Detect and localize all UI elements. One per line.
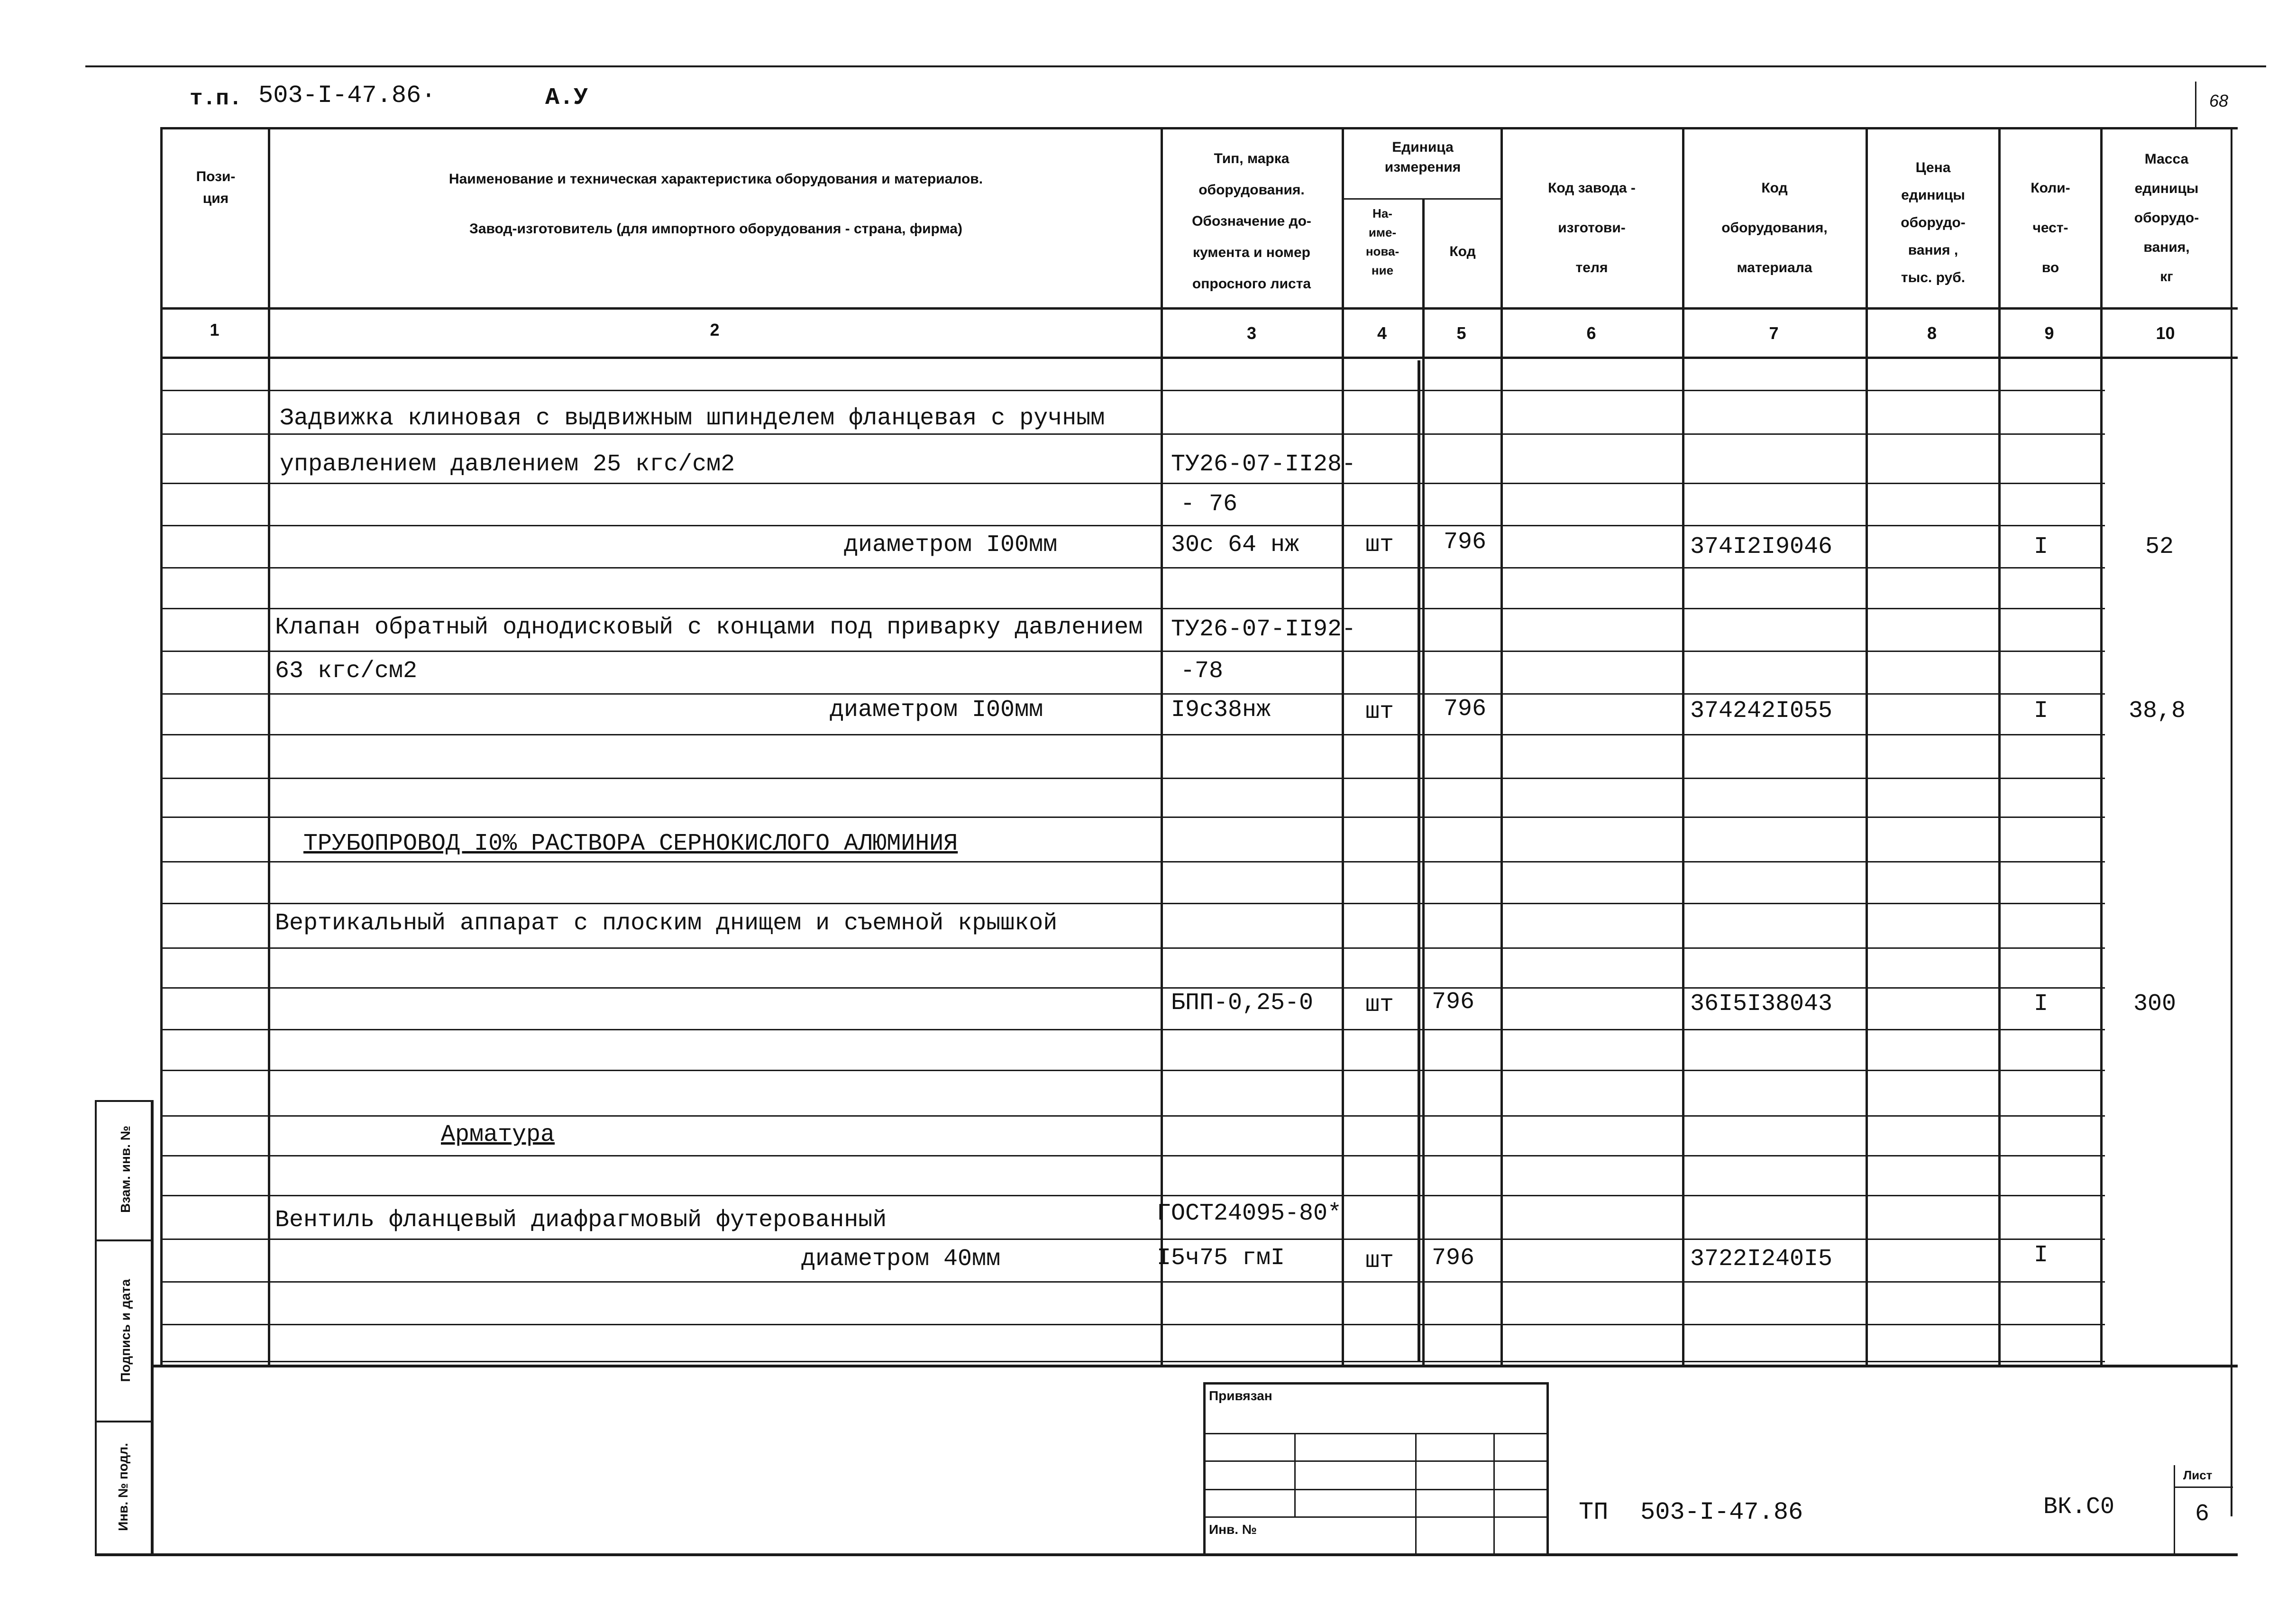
top-rule	[85, 65, 2266, 67]
col-unit-code-header: Код	[1449, 244, 1476, 259]
item-unit: шт	[1365, 532, 1394, 559]
item-name: Клапан обратный однодисковый с концами под приварку давлением	[275, 614, 1143, 641]
col-number: 1	[210, 320, 220, 339]
item-mass: 300	[2133, 991, 2177, 1018]
item-unit-code: 796	[1444, 696, 1487, 723]
item-name: 63 кгс/см2	[275, 658, 418, 685]
item-type: ГОСТ24095-80*	[1157, 1200, 1342, 1227]
item-name: Вентиль фланцевый диафрагмовый футерованный	[275, 1207, 887, 1234]
item-quantity: I	[2034, 533, 2049, 560]
col-number: 10	[2156, 323, 2175, 343]
item-name: диаметром I00мм	[844, 532, 1058, 559]
item-type: I9с38нж	[1171, 697, 1271, 724]
item-unit: шт	[1365, 1248, 1394, 1275]
item-name: Вертикальный аппарат с плоским днищем и съемной крышкой	[275, 910, 1058, 937]
col-type-header: Тип, марка оборудования. Обозначение до- кумента и номер опросного листа	[1192, 151, 1311, 292]
col-number: 7	[1769, 323, 1779, 343]
col-unit-header: Единица измерения	[1384, 139, 1461, 175]
item-quantity: I	[2034, 991, 2049, 1018]
item-name: диаметром I00мм	[830, 697, 1043, 724]
inv-no-label: Инв. №	[1209, 1522, 1257, 1537]
item-mass: 52	[2145, 533, 2174, 560]
col-number: 8	[1927, 323, 1937, 343]
page-mark: 68	[2209, 91, 2229, 110]
item-name: Задвижка клиновая с выдвижным шпинделем фланцевая с ручным	[280, 405, 1105, 432]
section-title: Арматура	[441, 1121, 555, 1148]
item-unit-code: 796	[1432, 1245, 1475, 1272]
item-name: диаметром 40мм	[801, 1246, 1001, 1273]
col-name-header-line2: Завод-изготовитель (для импортного оборудования - страна, фирма)	[469, 221, 962, 237]
tp-number: 503-I-47.86·	[258, 82, 436, 110]
col-position-header: Пози- ция	[196, 169, 236, 206]
col-number: 9	[2044, 323, 2054, 343]
doc-tp: ТП	[1579, 1498, 1609, 1526]
vzam-label: Взам. инв. №	[118, 1126, 133, 1213]
sheet-label: Лист	[2183, 1468, 2213, 1482]
col-number: 6	[1586, 323, 1596, 343]
col-number: 2	[710, 320, 720, 339]
doc-code: ВК.С0	[2043, 1494, 2115, 1521]
item-quantity: I	[2034, 697, 2049, 725]
item-equipment-code: 3722I240I5	[1690, 1246, 1833, 1273]
tp-label: т.п.	[190, 86, 242, 111]
item-unit: шт	[1365, 991, 1394, 1018]
col-number: 3	[1246, 323, 1257, 343]
col-factory-code-header: Код завода - изготови- теля	[1548, 180, 1636, 275]
item-unit-code: 796	[1444, 529, 1487, 556]
item-unit-code: 796	[1432, 989, 1475, 1016]
podpis-label: Подпись и дата	[118, 1279, 133, 1382]
item-equipment-code: 374242I055	[1690, 697, 1833, 725]
item-type: 30с 64 нж	[1171, 532, 1299, 559]
item-type: ТУ26-07-II92-	[1171, 616, 1356, 643]
col-equipment-code-header: Код оборудования, материала	[1721, 180, 1828, 275]
col-name-header-line1: Наименование и техническая характеристика оборудования и материалов.	[448, 171, 983, 187]
item-type: БПП-0,25-0	[1171, 990, 1314, 1017]
col-quantity-header: Коли- чест- во	[2031, 180, 2070, 275]
col-unit-name-header: На- име- нова- ние	[1365, 206, 1400, 277]
privyazan-label: Привязан	[1209, 1388, 1272, 1403]
col-number: 4	[1377, 323, 1387, 343]
sheet-number: 6	[2195, 1501, 2210, 1528]
item-name: управлением давлением 25 кгс/см2	[280, 451, 735, 478]
item-equipment-code: 374I2I9046	[1690, 533, 1833, 560]
item-unit: шт	[1365, 698, 1394, 725]
inv-label: Инв. № подл.	[116, 1443, 130, 1531]
item-type: ТУ26-07-II28-	[1171, 451, 1356, 478]
col-number: 5	[1456, 323, 1466, 343]
item-equipment-code: 36I5I38043	[1690, 991, 1833, 1018]
item-quantity: I	[2034, 1242, 2049, 1269]
page-mark-divider	[2195, 82, 2196, 129]
section-title: ТРУБОПРОВОД I0% РАСТВОРА СЕРНОКИСЛОГО АЛЮМИНИЯ	[303, 830, 958, 857]
item-type: - 76	[1180, 491, 1238, 518]
section-code: А.У	[545, 84, 588, 111]
doc-number: 503-I-47.86	[1640, 1498, 1803, 1526]
item-mass: 38,8	[2129, 697, 2186, 725]
item-type: I5ч75 гмI	[1157, 1245, 1285, 1272]
item-type: -78	[1180, 658, 1224, 685]
col-mass-header: Масса единицы оборудо- вания, кг	[2134, 151, 2199, 284]
col-price-header: Цена единицы оборудо- вания , тыс. руб.	[1901, 160, 1966, 285]
